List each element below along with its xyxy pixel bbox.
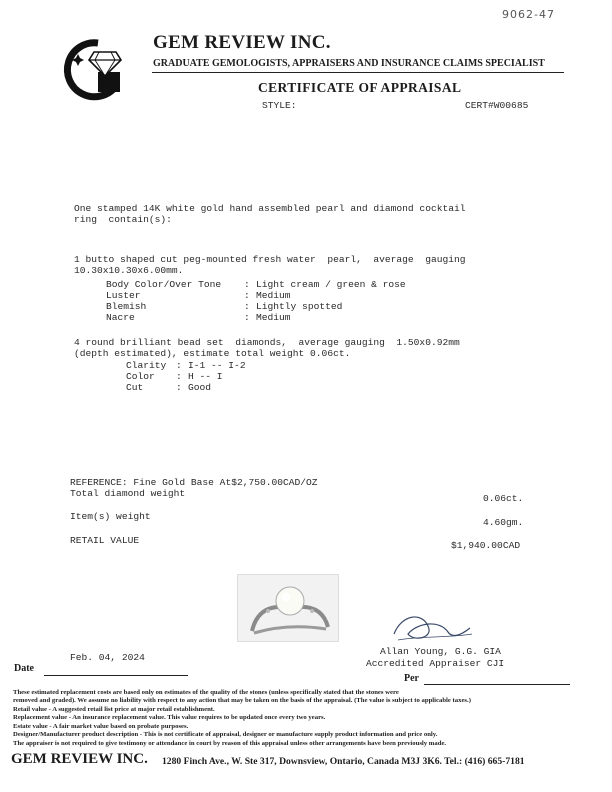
- date-label: Date: [14, 663, 34, 674]
- company-tagline: GRADUATE GEMOLOGISTS, APPRAISERS AND INSURANCE CLAIMS SPECIALIST: [153, 58, 545, 69]
- pearl-description-line-1: 1 butto shaped cut peg-mounted fresh water pearl, average gauging: [74, 254, 466, 265]
- pearl-attr-value: Medium: [256, 312, 291, 323]
- reference-gold-price: REFERENCE: Fine Gold Base At$2,750.00CAD/OZ: [70, 477, 318, 488]
- pearl-attr-label: Body Color/Over Tone: [106, 279, 222, 290]
- header-rule: [152, 72, 564, 73]
- pearl-attr-value: Lightly spotted: [256, 301, 343, 312]
- retail-value-amount: $1,940.00CAD: [451, 540, 521, 551]
- diamond-attr-sep: :: [176, 371, 182, 382]
- certificate-title: CERTIFICATE OF APPRAISAL: [258, 80, 462, 95]
- diamond-description-line-1: 4 round brilliant bead set diamonds, average gauging 1.50x0.92mm: [74, 337, 460, 348]
- appraisal-date: Feb. 04, 2024: [70, 652, 145, 663]
- pearl-attr-label: Nacre: [106, 312, 135, 323]
- item-weight-value: 4.60gm.: [483, 517, 524, 528]
- disclaimer-line: Designer/Manufacturer product description - This is not certificate of appraisal, designer or manufacture supply product information and price only.: [13, 731, 438, 738]
- item-description-line-1: One stamped 14K white gold hand assembled pearl and diamond cocktail: [74, 203, 466, 214]
- diamond-attr-label: Color: [126, 371, 155, 382]
- pearl-attr-sep: :: [244, 290, 250, 301]
- footer-address: 1280 Finch Ave., W. Ste 317, Downsview, Ontario, Canada M3J 3K6. Tel.: (416) 665-7181: [162, 756, 525, 767]
- item-description-line-2: ring contain(s):: [74, 214, 172, 225]
- diamond-attr-value: H -- I: [188, 371, 223, 382]
- pearl-attr-value: Light cream / green & rose: [256, 279, 406, 290]
- diamond-attr-sep: :: [176, 360, 182, 371]
- pearl-attr-sep: :: [244, 301, 250, 312]
- disclaimer-line: The appraiser is not required to give testimony or attendance in court by reason of this appraisal unless other arrangements have been previously made.: [13, 740, 447, 747]
- date-line: [44, 675, 188, 676]
- pearl-attr-value: Medium: [256, 290, 291, 301]
- diamond-attr-sep: :: [176, 382, 182, 393]
- diamond-description-line-2: (depth estimated), estimate total weight 0.06ct.: [74, 348, 351, 359]
- disclaimer-line: removed and graded). We assume no liability with respect to any action that may be taken on the basis of the appraisal. (The value is subject to applicable taxes.): [13, 697, 471, 704]
- footer-company-name: GEM REVIEW INC.: [11, 751, 148, 767]
- disclaimer-line: Estate value - A fair market value based on probate purposes.: [13, 723, 189, 730]
- disclaimer-line: Replacement value - An insurance replacement value. This value requires to be updated once every two years.: [13, 714, 326, 721]
- diamond-attr-label: Cut: [126, 382, 144, 393]
- per-line: [424, 684, 570, 685]
- pearl-description-line-2: 10.30x10.30x6.00mm.: [74, 265, 184, 276]
- disclaimer-line: These estimated replacement costs are based only on estimates of the quality of the stones (unless specifically stated that the stones were: [13, 689, 399, 696]
- pearl-attr-label: Luster: [106, 290, 141, 301]
- item-weight-label: Item(s) weight: [70, 511, 151, 522]
- pearl-attr-label: Blemish: [106, 301, 147, 312]
- per-label: Per: [404, 673, 419, 684]
- style-label: STYLE:: [262, 100, 297, 111]
- company-logo: [58, 34, 128, 104]
- disclaimer-line: Retail value - A suggested retail list price at major retail establishment.: [13, 706, 215, 713]
- certificate-number: CERT#W00685: [465, 100, 529, 111]
- diamond-weight-label: Total diamond weight: [70, 488, 186, 499]
- retail-value-label: RETAIL VALUE: [70, 535, 140, 546]
- company-name: GEM REVIEW INC.: [153, 32, 331, 53]
- appraiser-name: Allan Young, G.G. GIA: [380, 646, 501, 657]
- appraiser-signature: [388, 608, 478, 648]
- diamond-attr-value: Good: [188, 382, 212, 393]
- appraiser-title: Accredited Appraiser CJI: [366, 658, 505, 669]
- diamond-attr-label: Clarity: [126, 360, 167, 371]
- pearl-attr-sep: :: [244, 312, 250, 323]
- ring-photo: [237, 574, 339, 642]
- diamond-attr-value: I-1 -- I-2: [188, 360, 246, 371]
- diamond-weight-value: 0.06ct.: [483, 493, 524, 504]
- pearl-attr-sep: :: [244, 279, 250, 290]
- handwritten-file-number: 9062-47: [502, 8, 555, 21]
